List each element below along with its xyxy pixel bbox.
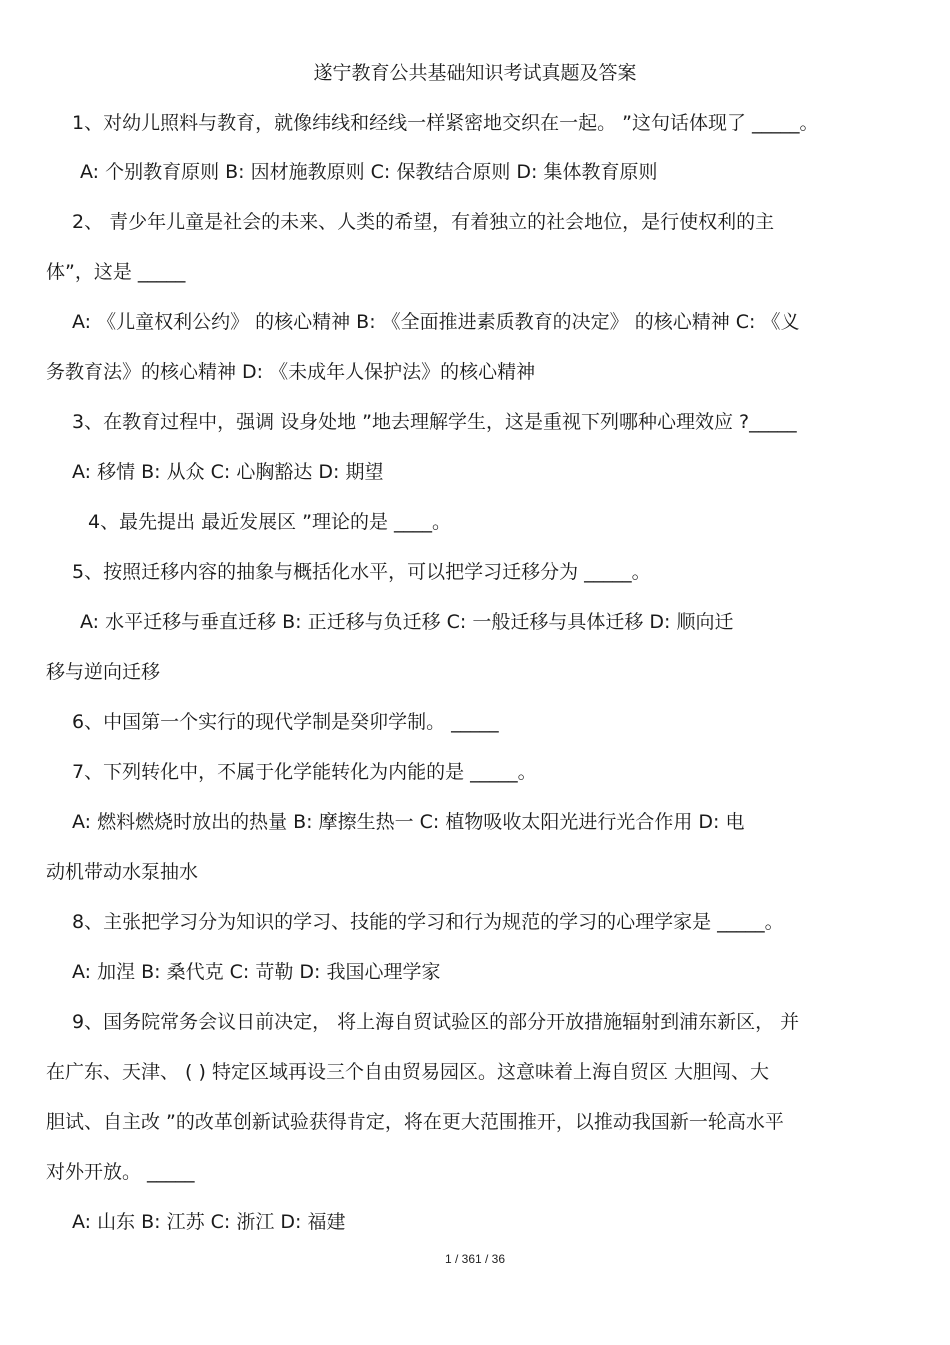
- document-title: 遂宁教育公共基础知识考试真题及答案: [313, 62, 637, 84]
- question-1-stem: 1、对幼儿照料与教育，就像纬线和经线一样紧密地交织在一起。 ”这句话体现了 _____。: [72, 112, 819, 134]
- question-4-stem: 4、最先提出 最近发展区 ”理论的是 ____。: [88, 511, 452, 533]
- question-7-options-cont: 动机带动水泵抽水: [46, 861, 199, 883]
- question-6-stem: 6、中国第一个实行的现代学制是癸卯学制。 _____: [72, 711, 499, 733]
- question-3-stem: 3、在教育过程中，强调 设身处地 ”地去理解学生，这是重视下列哪种心理效应 ?_____: [72, 411, 797, 433]
- question-9-stem-cont-1: 在广东、天津、 ( ) 特定区域再设三个自由贸易园区。这意味着上海自贸区 大胆闯、大: [46, 1061, 769, 1083]
- question-9-stem-cont-3: 对外开放。 _____: [46, 1161, 195, 1183]
- question-9-options: A: 山东 B: 江苏 C: 浙江 D: 福建: [72, 1211, 346, 1233]
- question-2-stem: 2、 青少年儿童是社会的未来、人类的希望，有着独立的社会地位，是行使权利的主: [72, 211, 775, 233]
- question-2-options-cont: 务教育法》的核心精神 D: 《未成年人保护法》的核心精神: [46, 361, 536, 383]
- question-2-stem-cont: 体”，这是 _____: [46, 261, 186, 283]
- question-9-stem: 9、国务院常务会议日前决定， 将上海自贸试验区的部分开放措施辐射到浦东新区， 并: [72, 1011, 800, 1033]
- page-number: 1 / 361 / 36: [444, 1252, 506, 1266]
- question-7-options: A: 燃料燃烧时放出的热量 B: 摩擦生热一 C: 植物吸收太阳光进行光合作用 D: 电: [72, 811, 745, 833]
- question-5-options: A: 水平迁移与垂直迁移 B: 正迁移与负迁移 C: 一般迁移与具体迁移 D: 顺向迁: [80, 611, 734, 633]
- question-1-options: A: 个别教育原则 B: 因材施教原则 C: 保教结合原则 D: 集体教育原则: [80, 161, 658, 183]
- question-8-stem: 8、主张把学习分为知识的学习、技能的学习和行为规范的学习的心理学家是 _____。: [72, 911, 784, 933]
- question-2-options: A: 《儿童权利公约》 的核心精神 B: 《全面推进素质教育的决定》 的核心精神 C: 《义: [72, 311, 800, 333]
- question-3-options: A: 移情 B: 从众 C: 心胸豁达 D: 期望: [72, 461, 384, 483]
- question-9-stem-cont-2: 胆试、自主改 ”的改革创新试验获得肯定，将在更大范围推开，以推动我国新一轮高水平: [46, 1111, 784, 1133]
- question-5-stem: 5、按照迁移内容的抽象与概括化水平，可以把学习迁移分为 _____。: [72, 561, 651, 583]
- question-5-options-cont: 移与逆向迁移: [46, 661, 161, 683]
- question-7-stem: 7、下列转化中，不属于化学能转化为内能的是 _____。: [72, 761, 537, 783]
- question-8-options: A: 加涅 B: 桑代克 C: 苛勒 D: 我国心理学家: [72, 961, 441, 983]
